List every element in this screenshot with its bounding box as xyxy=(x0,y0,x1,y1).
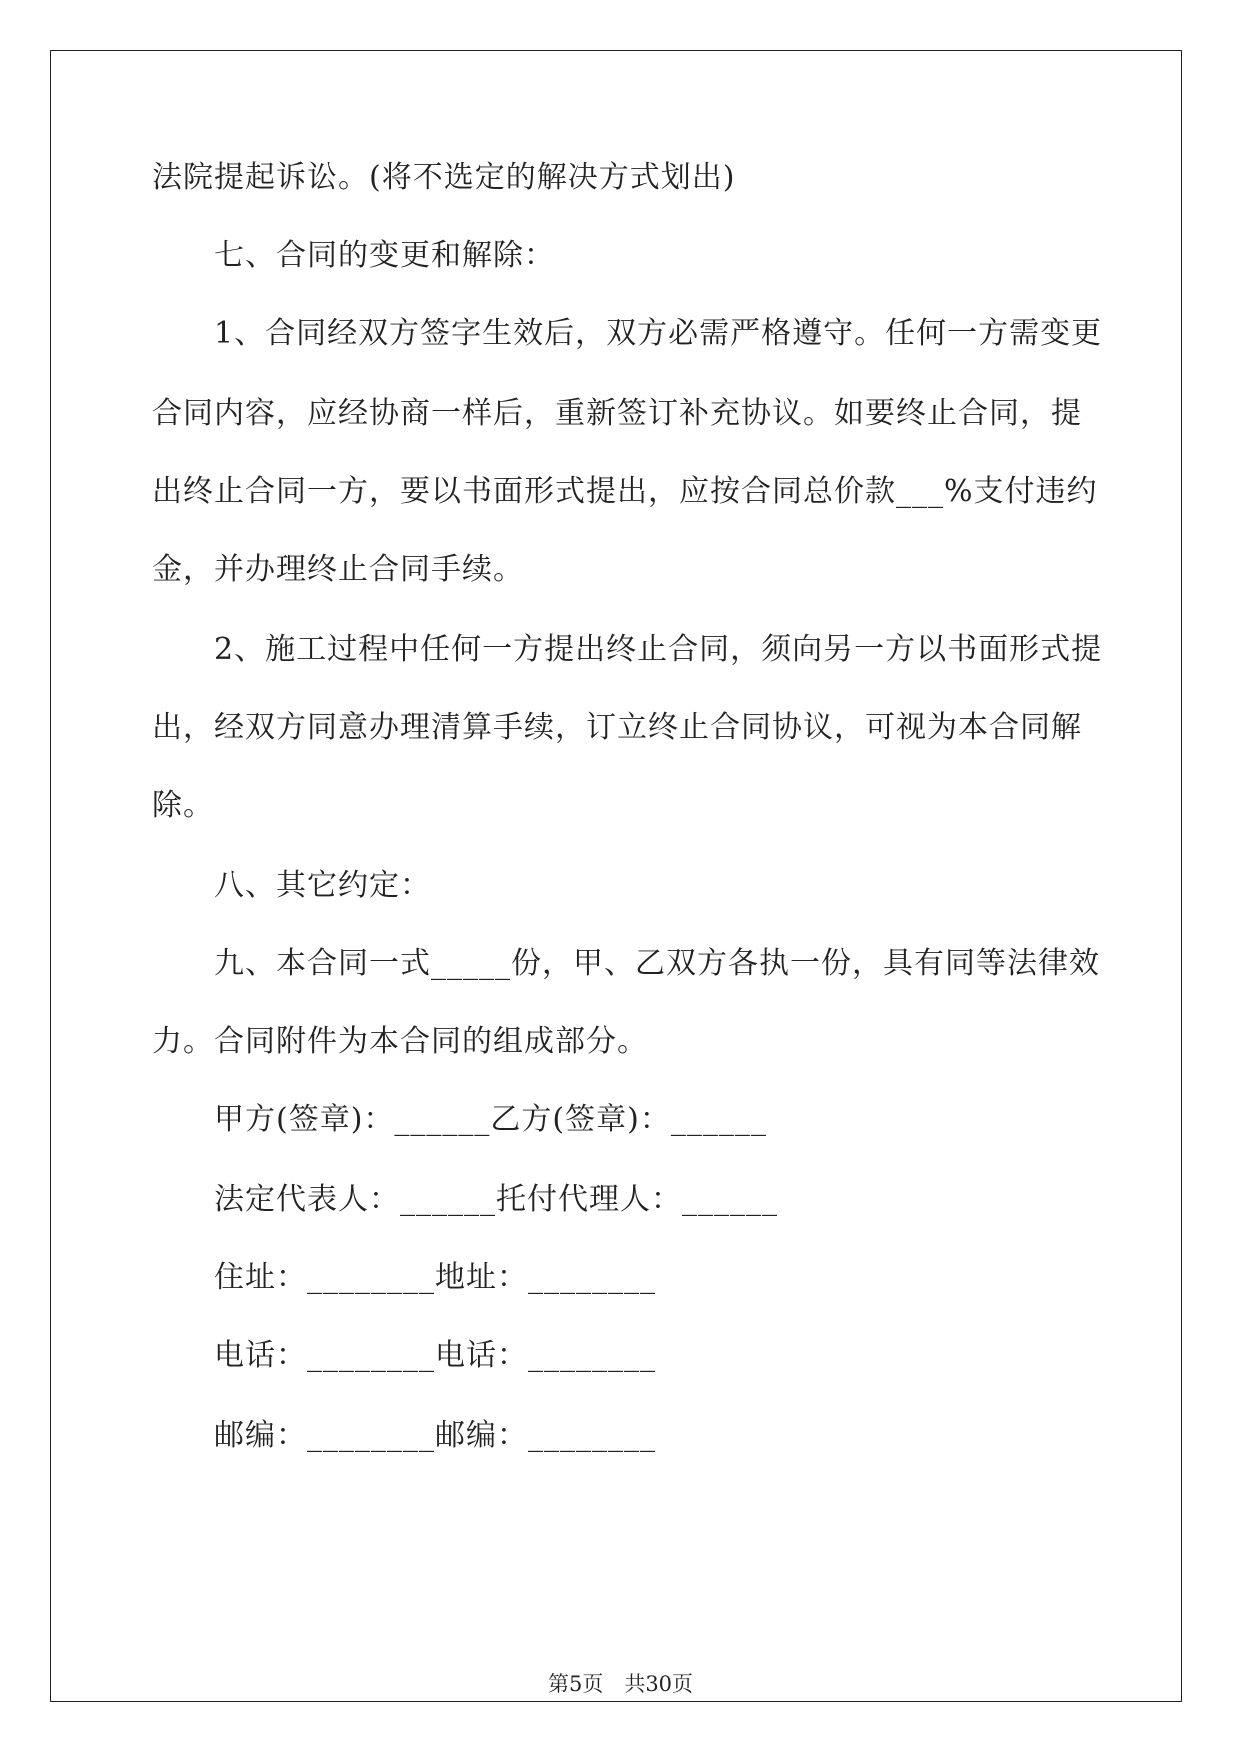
section-heading: 七、合同的变更和解除： xyxy=(214,238,555,273)
paragraph-line: 出，经双方同意办理清算手续，订立终止合同协议，可视为本合同解 xyxy=(152,710,1082,745)
signature-line: 甲方(签章)：______乙方(签章)：______ xyxy=(214,1102,767,1137)
page-number-footer: 第5页 共30页 xyxy=(547,1672,694,1696)
signature-line: 住址：________地址：________ xyxy=(214,1260,656,1295)
signature-line: 邮编：________邮编：________ xyxy=(214,1418,656,1453)
paragraph-line: 1、合同经双方签字生效后，双方必需严格遵守。任何一方需变更 xyxy=(214,316,1103,351)
paragraph-line: 法院提起诉讼。(将不选定的解决方式划出) xyxy=(152,160,736,195)
signature-line: 电话：________电话：________ xyxy=(214,1338,656,1373)
paragraph-line: 合同内容，应经协商一样后，重新签订补充协议。如要终止合同，提 xyxy=(152,396,1082,431)
signature-line: 法定代表人：______托付代理人：______ xyxy=(214,1182,778,1217)
section-heading: 八、其它约定： xyxy=(214,868,431,903)
paragraph-line: 力。合同附件为本合同的组成部分。 xyxy=(152,1024,648,1059)
paragraph-line: 出终止合同一方，要以书面形式提出，应按合同总价款___%支付违约 xyxy=(152,474,1098,509)
paragraph-line: 九、本合同一式_____份，甲、乙双方各执一份，具有同等法律效 xyxy=(214,946,1100,981)
paragraph-line: 2、施工过程中任何一方提出终止合同，须向另一方以书面形式提 xyxy=(214,632,1103,667)
paragraph-line: 金，并办理终止合同手续。 xyxy=(152,552,524,587)
paragraph-line: 除。 xyxy=(152,788,214,823)
